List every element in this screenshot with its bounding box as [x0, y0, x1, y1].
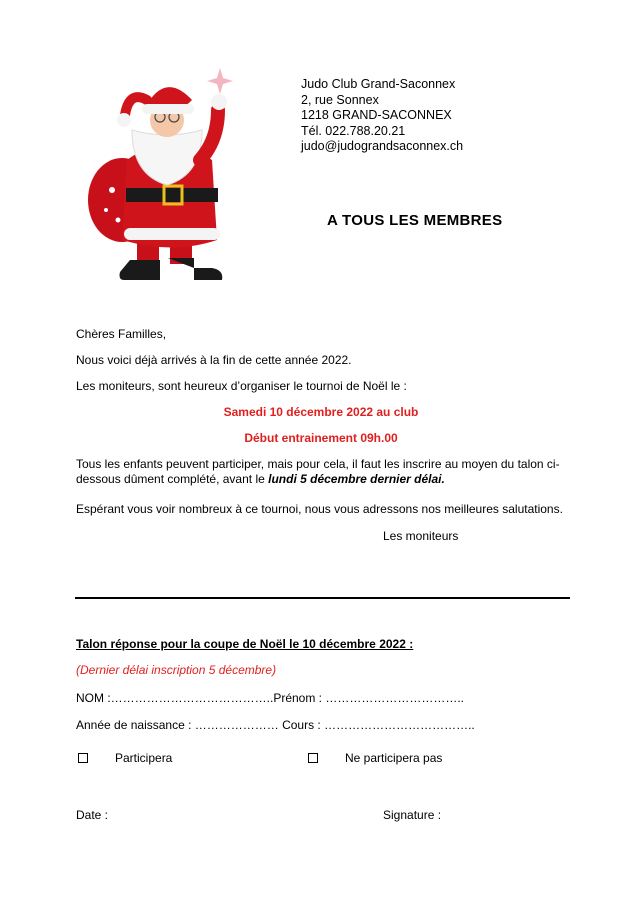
nom-prenom-field[interactable]: NOM :…………………………………..Prénom : ……………………………..	[76, 691, 465, 705]
date-field[interactable]: Date :	[76, 808, 109, 822]
club-city: 1218 GRAND-SACONNEX	[301, 108, 452, 122]
club-street: 2, rue Sonnex	[301, 92, 379, 107]
cut-line-divider	[75, 597, 570, 599]
form-title: Talon réponse pour la coupe de Noël le 10 décembre 2022 :	[76, 637, 414, 651]
event-date: Samedi 10 décembre 2022 au club	[223, 405, 419, 419]
club-address	[301, 77, 463, 155]
club-phone: Tél. 022.788.20.21	[301, 123, 406, 138]
annee-cours-field[interactable]: Année de naissance : ………………… Cours : ………………………………..	[76, 718, 475, 732]
greeting: Chères Familles,	[76, 327, 167, 341]
signature-field[interactable]: Signature :	[383, 808, 442, 822]
participera-label: Participera	[115, 751, 173, 765]
letter-signature: Les moniteurs	[383, 529, 459, 543]
headline: A TOUS LES MEMBRES	[327, 212, 503, 229]
event-time: Début entrainement 09h.00	[244, 431, 398, 445]
santa-claus-illustration	[82, 60, 252, 290]
participera-checkbox[interactable]	[78, 753, 88, 763]
club-name: Judo Club Grand-Saconnex	[301, 77, 456, 91]
ne-participera-pas-checkbox[interactable]	[308, 753, 318, 763]
registration-paragraph	[76, 457, 576, 487]
club-email[interactable]: judo@judograndsaconnex.ch	[301, 139, 464, 153]
deadline-emphasis: lundi 5 décembre dernier délai.	[268, 472, 445, 486]
form-deadline-note: (Dernier délai inscription 5 décembre)	[76, 663, 277, 677]
closing-line: Espérant vous voir nombreux à ce tournoi, nous vous adressons nos meilleures salutations.	[76, 502, 563, 516]
letter-line-2: Les moniteurs, sont heureux d’organiser le tournoi de Noël le :	[76, 379, 407, 393]
registration-text: Tous les enfants peuvent participer, mais pour cela, il faut les inscrire au moyen du talon ci-dessous dûment complété, avant le	[76, 457, 560, 486]
ne-participera-pas-label: Ne participera pas	[345, 751, 443, 765]
letter-line-1: Nous voici déjà arrivés à la fin de cette année 2022.	[76, 353, 352, 367]
